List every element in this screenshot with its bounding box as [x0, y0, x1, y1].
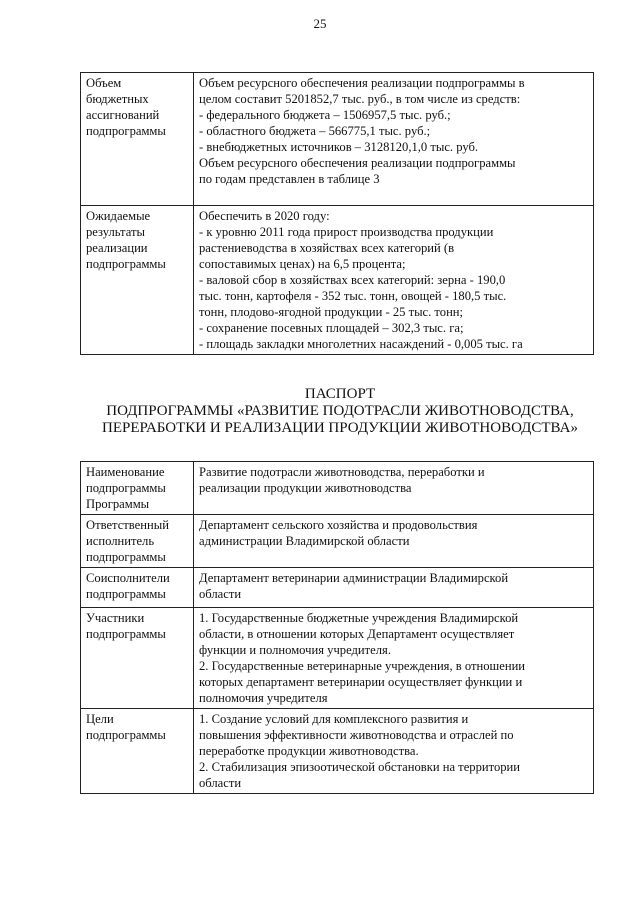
- row-value: 1. Создание условий для комплексного развития и повышения эффективности животноводства и отраслей по переработке продукции животноводства. 2. Стабилизация эпизоотической обстановки на территории области: [194, 709, 594, 794]
- passport-title: ПАСПОРТ: [304, 386, 376, 402]
- row-label: Ответственный исполнитель подпрограммы: [81, 515, 194, 568]
- row-label: Ожидаемые результаты реализации подпрограммы: [81, 206, 194, 355]
- row-label: Соисполнители подпрограммы: [81, 568, 194, 608]
- subprogram-passport-table-continued: [80, 72, 594, 355]
- row-value: Департамент ветеринарии администрации Владимирской области: [194, 568, 594, 608]
- table-row-responsible-executor: [81, 515, 594, 568]
- livestock-subprogram-passport-table: [80, 461, 594, 794]
- table-row-budget: [81, 73, 594, 206]
- row-value: Департамент сельского хозяйства и продовольствия администрации Владимирской области: [194, 515, 594, 568]
- row-value: 1. Государственные бюджетные учреждения Владимирской области, в отношении которых Департамент осуществляет функции и полномочия учредителя. 2. Государственные ветеринарные учреждения, в отношении которых департамент ветеринарии осуществляет функции и полномочия учредителя: [194, 608, 594, 709]
- table-row-expected-results: [81, 206, 594, 355]
- row-label: Наименование подпрограммы Программы: [81, 462, 194, 515]
- passport-heading: [60, 386, 620, 437]
- row-label: Объем бюджетных ассигнований подпрограммы: [81, 73, 194, 206]
- table-row-participants: [81, 608, 594, 709]
- row-label: Участники подпрограммы: [81, 608, 194, 709]
- passport-subtitle-line-1: ПОДПРОГРАММЫ «РАЗВИТИЕ ПОДОТРАСЛИ ЖИВОТНОВОДСТВА,: [106, 403, 574, 419]
- row-value: Развитие подотрасли животноводства, переработки и реализации продукции животноводства: [194, 462, 594, 515]
- table-row-co-executors: [81, 568, 594, 608]
- table-row-goals: [81, 709, 594, 794]
- row-value: Объем ресурсного обеспечения реализации подпрограммы в целом составит 5201852,7 тыс. руб., в том числе из средств: - федерального бюджета – 1506957,5 тыс. руб.; - областного бюджета – 566775,1 тыс. руб.; - внебюджетных источников – 3128120,1,0 тыс. руб. Объем ресурсного обеспечения реализации подпрограммы по годам представлен в таблице 3: [194, 73, 594, 206]
- table-row-name: [81, 462, 594, 515]
- passport-subtitle-line-2: ПЕРЕРАБОТКИ И РЕАЛИЗАЦИИ ПРОДУКЦИИ ЖИВОТНОВОДСТВА»: [102, 420, 578, 436]
- row-value: Обеспечить в 2020 году: - к уровню 2011 года прирост производства продукции растениеводства в хозяйствах всех категорий (в сопоставимых ценах) на 6,5 процента; - валовой сбор в хозяйствах всех категорий: зерна - 190,0 тыс. тонн, картофеля - 352 тыс. тонн, овощей - 180,5 тыс. тонн, плодово-ягодной продукции - 25 тыс. тонн; - сохранение посевных площадей – 302,3 тыс. га; - площадь закладки многолетних насаждений - 0,005 тыс. га: [194, 206, 594, 355]
- row-label: Цели подпрограммы: [81, 709, 194, 794]
- page-number: 25: [313, 16, 327, 31]
